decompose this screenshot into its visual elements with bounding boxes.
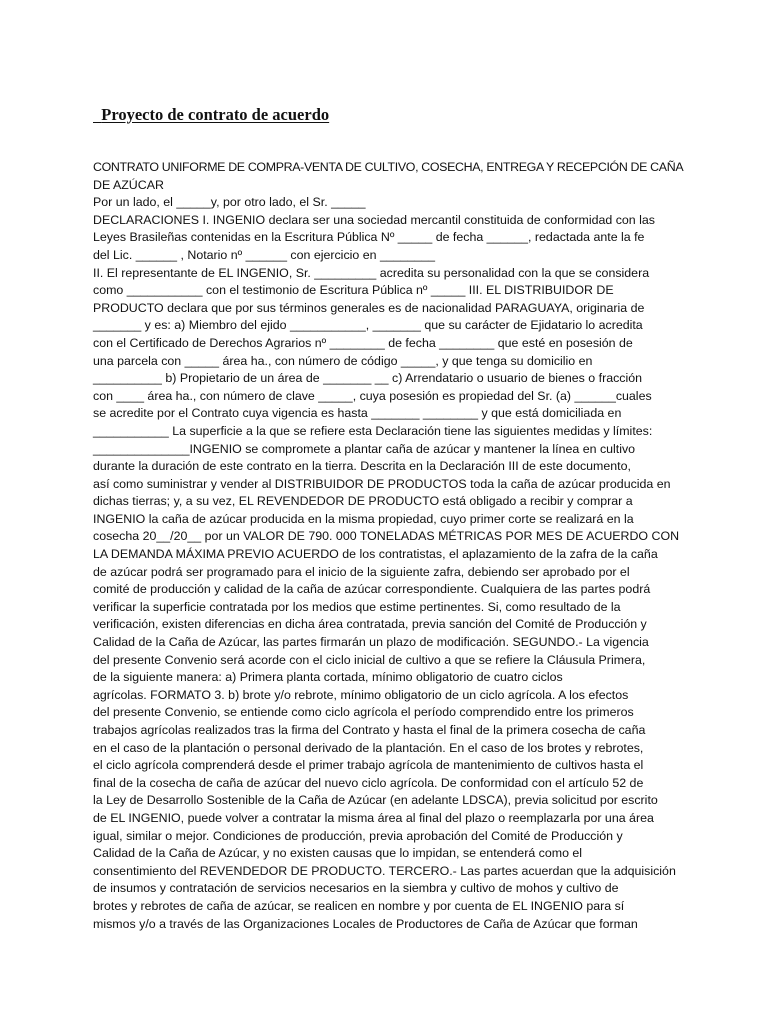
text-line: mismos y/o a través de las Organizaciones Locales de Productores de Caña de Azúcar que forman (93, 916, 638, 931)
text-line: del presente Convenio será acorde con el ciclo inicial de cultivo a que se refiere la Cláusula Primera, (93, 652, 646, 667)
contract-body (93, 159, 683, 933)
text-line: de la siguiente manera: a) Primera planta cortada, mínimo obligatorio de cuatro ciclos (93, 670, 563, 685)
text-line: como ___________ con el testimonio de Escritura Pública nº _____ III. EL DISTRIBUIDOR DE (93, 283, 614, 298)
text-line: de azúcar podrá ser programado para el inicio de la siguiente zafra, debiendo ser aprobado por el (93, 564, 630, 579)
text-line: Leyes Brasileñas contenidas en la Escritura Pública Nº _____ de fecha ______, redactada ante la fe (93, 230, 645, 245)
text-line: cosecha 20__/20__ por un VALOR DE 790. 000 TONELADAS MÉTRICAS POR MES DE ACUERDO CON (93, 529, 680, 544)
document-title: Proyecto de contrato de acuerdo (101, 105, 330, 124)
text-line: INGENIO la caña de azúcar producida en la misma propiedad, cuyo primer corte se realizará en la (93, 511, 634, 526)
text-line: Calidad de la Caña de Azúcar, y no existen causas que lo impidan, se entenderá como el (93, 846, 583, 861)
text-line: de EL INGENIO, puede volver a contratar la misma área al final del plazo o reemplazarla por una área (93, 810, 654, 825)
text-line: dichas tierras; y, a su vez, EL REVENDEDOR DE PRODUCTO está obligado a recibir y comprar a (93, 494, 633, 509)
text-line: LA DEMANDA MÁXIMA PREVIO ACUERDO de los contratistas, el aplazamiento de la zafra de la caña (93, 547, 658, 562)
text-line: verificar la superficie contratada por los medios que estime pertinentes. Si, como resultado de la (93, 599, 621, 614)
text-line: Por un lado, el _____y, por otro lado, el Sr. _____ (93, 195, 366, 210)
text-line: II. El representante de EL INGENIO, Sr. _________ acredita su personalidad con la que se considera (93, 265, 650, 280)
text-line: en el caso de la plantación o personal derivado de la plantación. En el caso de los brotes y rebrotes, (93, 740, 644, 755)
text-line: brotes y rebrotes de caña de azúcar, se realicen en nombre y por cuenta de EL INGENIO para sí (93, 898, 625, 913)
text-line: una parcela con _____ área ha., con número de código _____, y que tenga su domicilio en (93, 353, 593, 368)
text-line: así como suministrar y vender al DISTRIBUIDOR DE PRODUCTOS toda la caña de azúcar producida en (93, 476, 671, 491)
text-line: ______________INGENIO se compromete a plantar caña de azúcar y mantener la línea en cultivo (93, 441, 636, 456)
text-line: verificación, existen diferencias en dicha área contratada, previa sanción del Comité de Producción y (93, 617, 647, 632)
text-line: ___________ La superficie a la que se refiere esta Declaración tiene las siguientes medidas y límites: (93, 423, 653, 438)
text-line: del Lic. ______ , Notario nº ______ con ejercicio en ________ (93, 247, 436, 262)
text-line: DE AZÚCAR (93, 177, 164, 192)
text-line: _______ y es: a) Miembro del ejido ___________, _______ que su carácter de Ejidatario lo acredita (93, 318, 643, 333)
text-line: agrícolas. FORMATO 3. b) brote y/o rebrote, mínimo obligatorio de un ciclo agrícola. A los efectos (93, 687, 629, 702)
text-line: la Ley de Desarrollo Sostenible de la Caña de Azúcar (en adelante LDSCA), previa solicitud por escrito (93, 793, 658, 808)
text-line: PRODUCTO declara que por sus términos generales es de nacionalidad PARAGUAYA, originaria de (93, 300, 645, 315)
text-line: comité de producción y calidad de la caña de azúcar correspondiente. Cualquiera de las partes podrá (93, 582, 651, 597)
text-line: se acredite por el Contrato cuya vigencia es hasta _______ ________ y que está domiciliada en (93, 406, 622, 421)
text-line: con ____ área ha., con número de clave _____, cuya posesión es propiedad del Sr. (a) ______cuales (93, 388, 652, 403)
text-line: trabajos agrícolas realizados tras la firma del Contrato y hasta el final de la primera cosecha de caña (93, 723, 646, 737)
text-line: del presente Convenio, se entiende como ciclo agrícola el período comprendido entre los primeros (93, 705, 634, 720)
text-line: durante la duración de este contrato en la tierra. Descrita en la Declaración III de este documento, (93, 459, 631, 474)
text-line: CONTRATO UNIFORME DE COMPRA-VENTA DE CULTIVO, COSECHA, ENTREGA Y RECEPCIÓN DE CAÑA (93, 160, 684, 174)
text-line: con el Certificado de Derechos Agrarios nº ________ de fecha ________ que esté en posesión de (93, 335, 633, 350)
text-line: consentimiento del REVENDEDOR DE PRODUCTO. TERCERO.- Las partes acuerdan que la adquisición (93, 863, 676, 878)
text-line: el ciclo agrícola comprenderá desde el primer trabajo agrícola de mantenimiento de cultivos hasta el (93, 758, 644, 773)
text-line: de insumos y contratación de servicios necesarios en la siembra y cultivo de mohos y cultivo de (93, 881, 619, 896)
document-page (93, 104, 683, 933)
text-line: Calidad de la Caña de Azúcar, las partes firmarán un plazo de modificación. SEGUNDO.- La vigencia (93, 635, 649, 650)
text-line: final de la cosecha de caña de azúcar del nuevo ciclo agrícola. De conformidad con el artículo 52 de (93, 775, 644, 790)
text-line: igual, similar o mejor. Condiciones de producción, previa aprobación del Comité de Producción y (93, 828, 623, 843)
text-line: DECLARACIONES I. INGENIO declara ser una sociedad mercantil constituida de conformidad con las (93, 212, 655, 227)
text-line: __________ b) Propietario de un área de _______ __ c) Arrendatario o usuario de bienes o fracción (93, 371, 643, 386)
